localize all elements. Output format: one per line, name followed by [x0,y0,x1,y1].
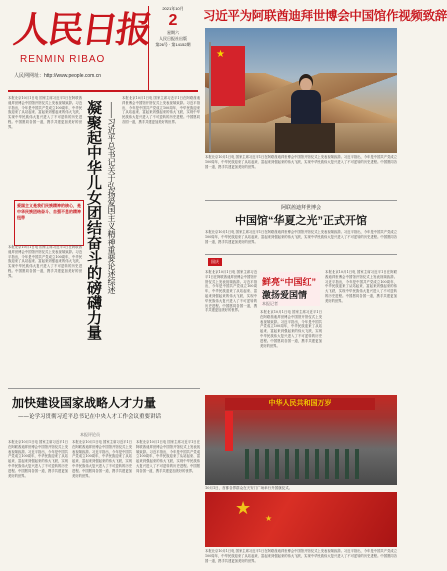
lead-headline[interactable]: 习近平为阿联酋迪拜世博会中国馆作视频致辞 [203,9,447,23]
publisher: 人民日报社出版 [159,36,187,41]
feature-text-center: 本报北京10月1日电 国家主席习近平1日在阿联酋迪拜世博会中国馆开馆仪式上发表视频致辞。习近平指出，今年是中国共产党成立100周年，中华民族迎来了从站起来、富起来到强起来的伟大飞跃，实现中华民族伟大复兴进入了不可逆转的历史进程。中国愿同各国一道，携手共建更加美好的世界。 [260,310,322,348]
weekday: 星期六 [167,30,179,35]
website-line[interactable]: 人民网网址：http://www.people.com.cn [14,73,101,79]
date-block [148,6,197,90]
newspaper-logo: 人民日报 [11,9,153,51]
left-story-subhead: ——习近平总书记关于弘扬爱国主义精神重要论述综述 [107,102,116,294]
left-pullquote: 爱国主义是我们民族精神的核心，是中华民族团结奋斗、自强不息的精神纽带 [14,200,84,246]
feature-headline-1[interactable]: 鲜亮“中国红” [262,277,317,287]
lead-photo [205,28,397,153]
left-column-text-2: 本报北京10月1日电 国家主席习近平1日在阿联酋迪拜世博会中国馆开馆仪式上发表视频致辞。习近平指出，今年是中国共产党成立100周年，中华民族迎来了从站起来、富起来到强起来的伟大飞跃，实现中华民族伟大复兴进入了不可逆转的历史进程。中国愿同各国一道，携手共建更加美好的世界。 [8,245,82,278]
speaker-figure [291,74,321,124]
issue-number: 第26号 · 第14152期 [155,42,191,47]
star-icon: ★ [235,498,252,519]
left-column-text-1: 本报北京10月1日电 国家主席习近平1日在阿联酋迪拜世博会中国馆开馆仪式上发表视频致辞。习近平指出，今年是中国共产党成立100周年，中华民族迎来了从站起来、富起来到强起来的伟大飞跃，实现中华民族伟大复兴进入了不可逆转的历史进程。中国愿同各国一道，携手共建更加美好的世界。 [8,96,82,129]
parade-flag-icon [225,411,233,451]
feature-byline: 本报记者 [262,301,278,306]
parade-caption: 10月1日，首都各界群众在天安门广场举行升国旗仪式。 [205,486,293,490]
desk [275,123,335,153]
bottom-story-byline: 本报评论员 [80,432,100,437]
bottom-text-3: 本报北京10月1日电 国家主席习近平1日在阿联酋迪拜世博会中国馆开馆仪式上发表视频致辞。习近平指出，今年是中国共产党成立100周年，中华民族迎来了从站起来、富起来到强起来的伟大飞跃，实现中华民族伟大复兴进入了不可逆转的历史进程。中国愿同各国一道，携手共建更加美好的世界。 [136,440,200,473]
feature-headline-2[interactable]: 激扬爱国情 [262,290,308,300]
small-star-icon: ★ [265,514,273,523]
year-month: 2021年10月 [162,6,184,11]
bottom-story-subhead: ——论学习贯彻习近平总书记在中央人才工作会议重要讲话 [18,414,162,420]
bottom-text-1: 本报北京10月1日电 国家主席习近平1日在阿联酋迪拜世博会中国馆开馆仪式上发表视频致辞。习近平指出，今年是中国共产党成立100周年，中华民族迎来了从站起来、富起来到强起来的伟大飞跃，实现中华民族伟大复兴进入了不可逆转的历史进程。中国愿同各国一道，携手共建更加美好的世界。 [8,440,68,478]
masthead-rule [8,90,198,92]
parade-photo [205,395,397,485]
parade-banner: 中华人民共和国万岁 [225,398,375,410]
feature-text-right: 本报北京10月1日电 国家主席习近平1日在阿联酋迪拜世博会中国馆开馆仪式上发表视频致辞。习近平指出，今年是中国共产党成立100周年，中华民族迎来了从站起来、富起来到强起来的伟大飞跃，实现中华民族伟大复兴进入了不可逆转的历史进程。中国愿同各国一道，携手共建更加美好的世界。 [325,270,397,303]
center-story-text: 本报北京10月1日电 国家主席习近平1日在阿联酋迪拜世博会中国馆开馆仪式上发表视频致辞。习近平指出，今年是中国共产党成立100周年，中华民族迎来了从站起来、富起来到强起来的伟大飞跃，实现中华民族伟大复兴进入了不可逆转的历史进程。中国愿同各国一道，携手共建更加美好的世界。 [205,230,397,244]
flag-photo [205,492,397,547]
center-column-text: 本报北京10月1日电 国家主席习近平1日在阿联酋迪拜世博会中国馆开馆仪式上发表视频致辞。习近平指出，今年是中国共产党成立100周年，中华民族迎来了从站起来、富起来到强起来的伟大飞跃，实现中华民族伟大复兴进入了不可逆转的历史进程。中国愿同各国一道，携手共建更加美好的世界。 [122,96,200,124]
national-flag-icon [211,46,245,106]
day-number: 2 [168,12,178,29]
center-story-headline[interactable]: 中国馆“华夏之光”正式开馆 [235,215,367,227]
bottom-right-text: 本报北京10月1日电 国家主席习近平1日在阿联酋迪拜世博会中国馆开馆仪式上发表视频致辞。习近平指出，今年是中国共产党成立100周年，中华民族迎来了从站起来、富起来到强起来的伟大飞跃，实现中华民族伟大复兴进入了不可逆转的历史进程。中国愿同各国一道，携手共建更加美好的世界。 [205,549,397,563]
feature-text-left: 本报北京10月1日电 国家主席习近平1日在阿联酋迪拜世博会中国馆开馆仪式上发表视频致辞。习近平指出，今年是中国共产党成立100周年，中华民族迎来了从站起来、富起来到强起来的伟大飞跃，实现中华民族伟大复兴进入了不可逆转的历史进程。中国愿同各国一道，携手共建更加美好的世界。 [205,270,257,313]
center-story-kicker: 阿联酋迪拜世博会 [280,205,321,211]
lead-story-text: 本报北京10月1日电 国家主席习近平1日在阿联酋迪拜世博会中国馆开馆仪式上发表视频致辞。习近平指出，今年是中国共产党成立100周年，中华民族迎来了从站起来、富起来到强起来的伟大飞跃，实现中华民族伟大复兴进入了不可逆转的历史进程。中国愿同各国一道，携手共建更加美好的世界。 [205,155,397,169]
bottom-text-2: 本报北京10月1日电 国家主席习近平1日在阿联酋迪拜世博会中国馆开馆仪式上发表视频致辞。习近平指出，今年是中国共产党成立100周年，中华民族迎来了从站起来、富起来到强起来的伟大飞跃，实现中华民族伟大复兴进入了不可逆转的历史进程。中国愿同各国一道，携手共建更加美好的世界。 [72,440,132,478]
national-day-badge: 国庆 [208,258,222,266]
newspaper-pinyin: RENMIN RIBAO [20,54,106,65]
bottom-story-headline[interactable]: 加快建设国家战略人才力量 [12,396,157,410]
left-story-headline[interactable]: 凝聚起中华儿女团结奋斗的磅礴力量 [85,100,102,340]
